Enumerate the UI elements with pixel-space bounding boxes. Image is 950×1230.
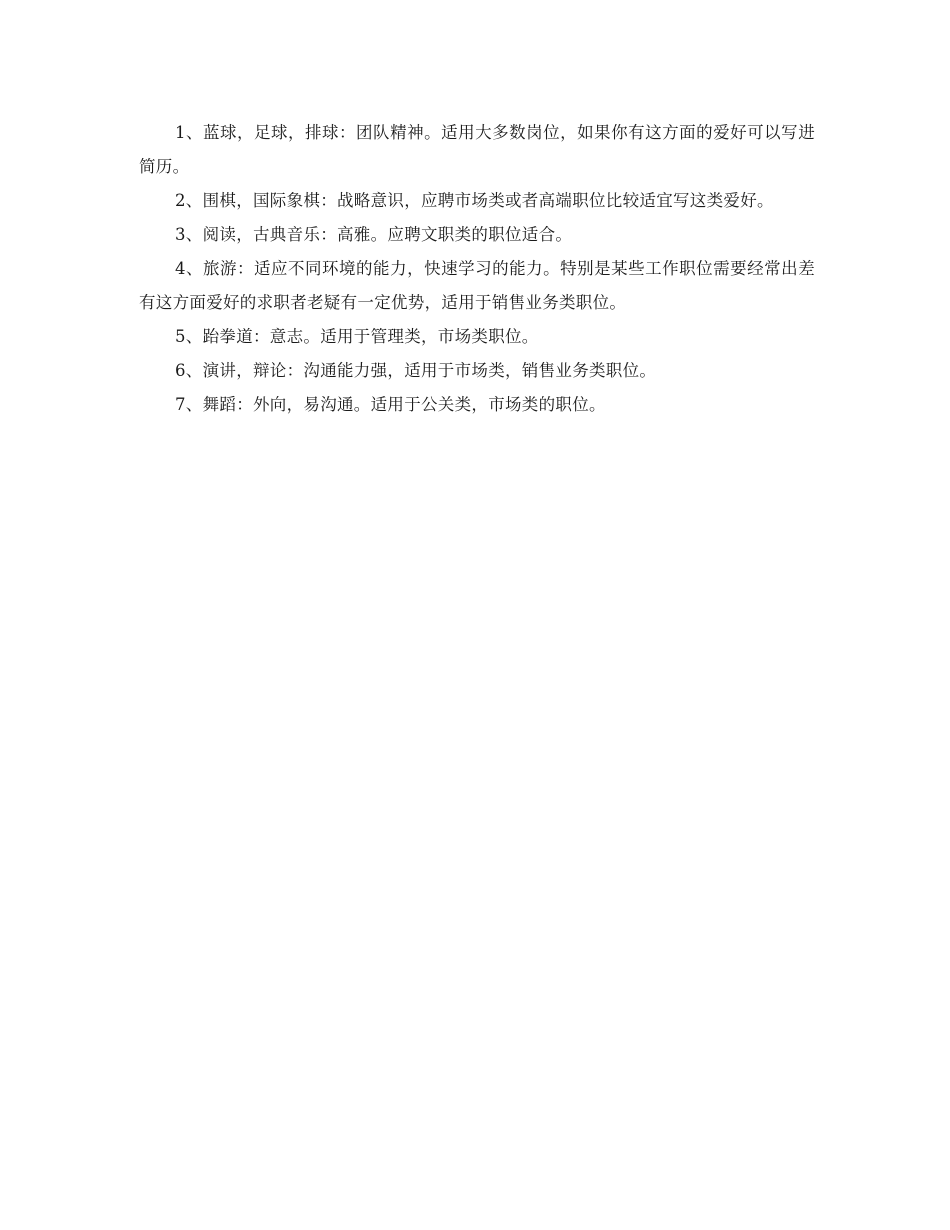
paragraph-taekwondo: 5、跆拳道：意志。适用于管理类，市场类职位。: [175, 327, 539, 346]
paragraph-travel: 4、旅游：适应不同环境的能力，快速学习的能力。特别是某些工作职位需要经常出差有这方面爱好的求职者老疑有一定优势，适用于销售业务类职位。: [139, 259, 815, 312]
document-body: [139, 116, 815, 422]
paragraph-reading-music: 3、阅读，古典音乐：高雅。应聘文职类的职位适合。: [175, 225, 573, 244]
paragraph-dance: 7、舞蹈：外向，易沟通。适用于公关类，市场类的职位。: [175, 395, 606, 414]
paragraph-basketball: 1、蓝球，足球，排球：团队精神。适用大多数岗位，如果你有这方面的爱好可以写进简历。: [139, 123, 815, 176]
paragraph-speech-debate: 6、演讲，辩论：沟通能力强，适用于市场类，销售业务类职位。: [175, 361, 657, 380]
paragraph-go-chess: 2、围棋，国际象棋：战略意识，应聘市场类或者高端职位比较适宜写这类爱好。: [175, 191, 774, 210]
